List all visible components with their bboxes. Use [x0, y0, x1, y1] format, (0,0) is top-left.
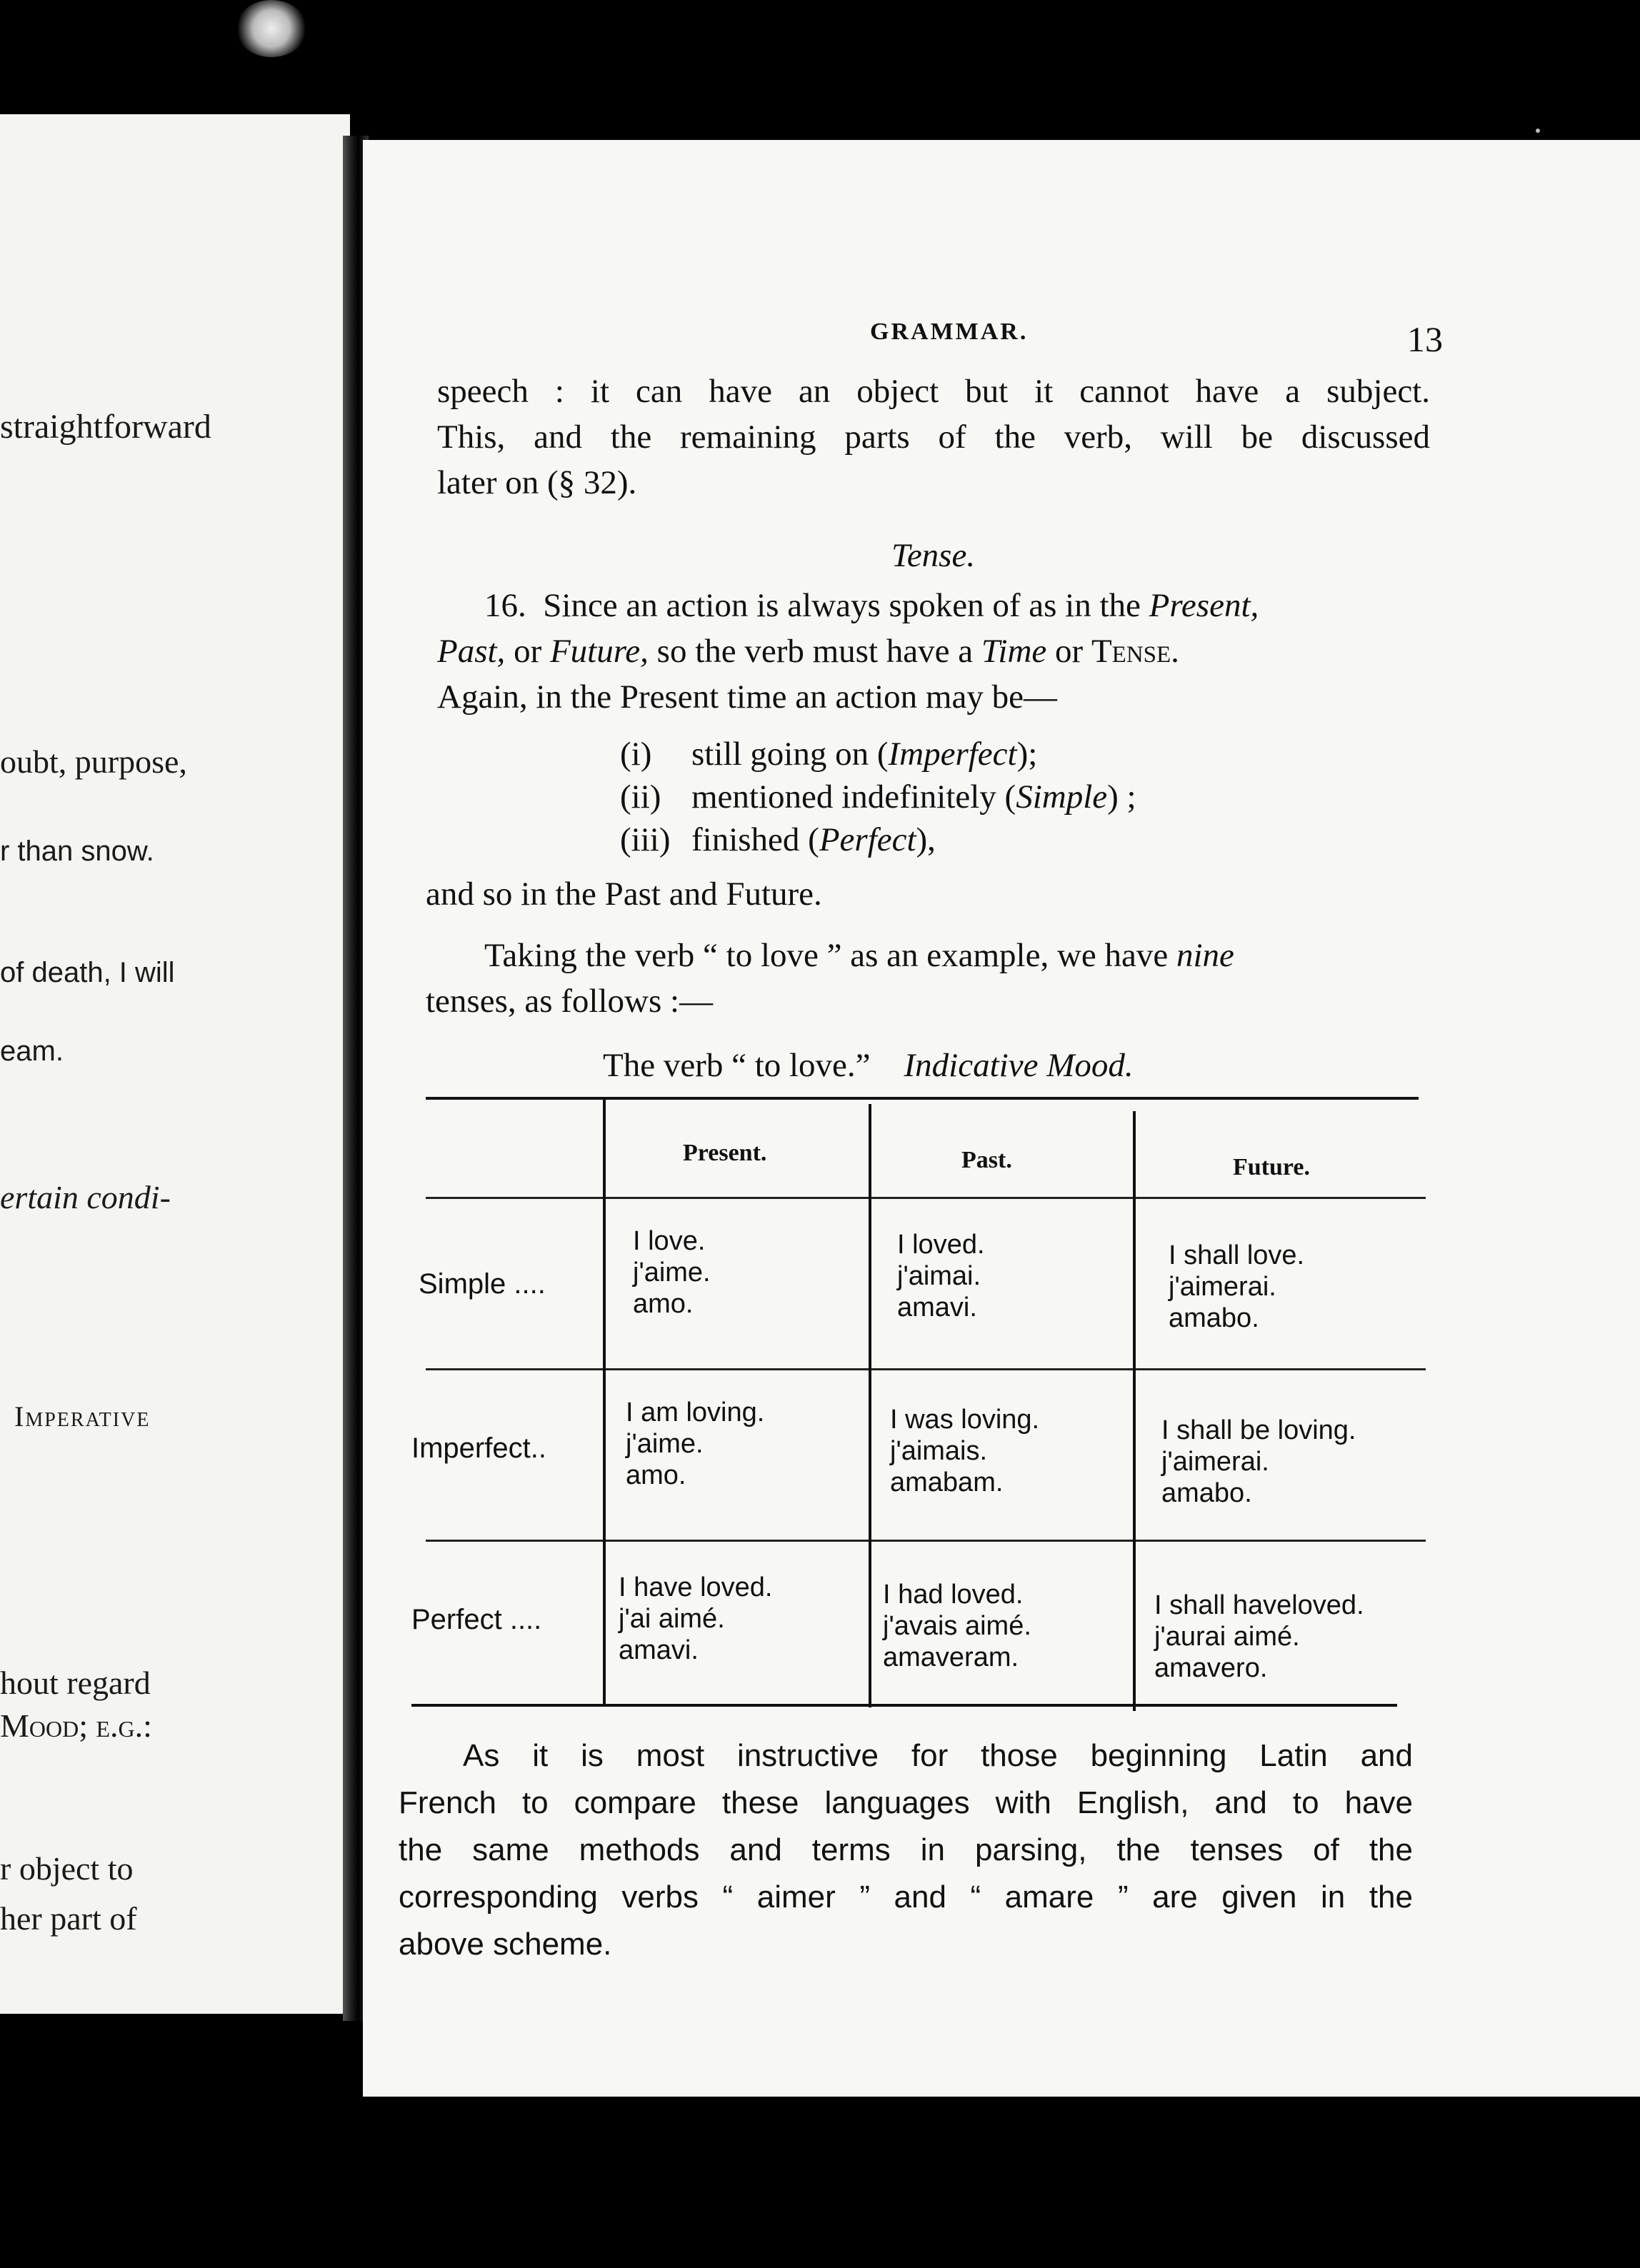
closing-line: French to compare these languages with English, and to have: [399, 1785, 1413, 1820]
example-line: [484, 933, 1234, 978]
list-item: [620, 731, 1037, 777]
table-caption: [603, 1043, 1134, 1088]
list-text: mentioned indefinitely (: [691, 778, 1016, 816]
left-page: [0, 114, 350, 2014]
dust-speck: [1536, 129, 1540, 133]
table-divider: [869, 1104, 871, 1707]
row-header-perfect: Perfect ....: [411, 1604, 542, 1635]
table-rule: [426, 1540, 1426, 1542]
ink-blot: [236, 0, 307, 57]
list-number: (i): [620, 736, 652, 773]
table-divider: [1133, 1111, 1136, 1711]
closing-line: As it is most instructive for those beginning Latin and: [463, 1738, 1413, 1773]
right-page: [363, 140, 1640, 2097]
column-header-past: Past.: [961, 1147, 1012, 1173]
table-cell: I shall haveloved. j'aurai aimé. amavero.: [1154, 1590, 1364, 1683]
paragraph-text: or: [1046, 633, 1091, 670]
conjugation-table: [411, 1097, 1426, 1725]
closing-line: corresponding verbs “ aimer ” and “ amare ” are given in the: [399, 1880, 1413, 1915]
left-fragment: hout regard: [0, 1665, 151, 1701]
list-term: Imperfect: [888, 736, 1017, 773]
left-fragment: Imperative: [14, 1400, 151, 1432]
table-cell: I have loved. j'ai aimé. amavi.: [619, 1572, 773, 1665]
opening-line: speech : it can have an object but it cannot have a subject.: [437, 373, 1430, 410]
left-fragment: ertain condi-: [0, 1179, 171, 1215]
list-term: Simple: [1016, 778, 1108, 816]
opening-line: This, and the remaining parts of the verb, will be discussed: [437, 418, 1430, 456]
paragraph-term: Future,: [549, 633, 649, 670]
closing-line: above scheme.: [399, 1927, 612, 1962]
list-text: finished (: [691, 821, 819, 858]
list-item: [620, 817, 936, 863]
paragraph-text: or: [505, 633, 550, 670]
section-heading: Tense.: [891, 537, 976, 574]
paragraph-term: Present,: [1149, 587, 1259, 624]
left-fragment: r than snow.: [0, 836, 154, 867]
table-cell: I had loved. j'avais aimé. amaveram.: [883, 1580, 1031, 1672]
list-item: [620, 774, 1136, 820]
paragraph-16-line: Again, in the Present time an action may be—: [437, 678, 1057, 716]
table-cell: I was loving. j'aimais. amabam.: [890, 1405, 1040, 1497]
running-head: GRAMMAR.: [870, 318, 1029, 345]
table-divider: [603, 1097, 606, 1704]
row-header-simple: Simple ....: [419, 1268, 546, 1300]
list-text: still going on (: [691, 736, 889, 773]
list-number: (ii): [620, 778, 661, 816]
example-text: Taking the verb “ to love ” as an example, we have: [484, 937, 1176, 974]
paragraph-text: Since an action is always spoken of as in the: [543, 587, 1149, 624]
left-fragment: oubt, purpose,: [0, 743, 187, 780]
list-text: ),: [916, 821, 936, 858]
example-line: tenses, as follows :—: [426, 983, 714, 1020]
paragraph-text: so the verb must have a: [648, 633, 981, 670]
caption-text: The verb “ to love.”: [603, 1047, 871, 1084]
list-text: ) ;: [1107, 778, 1136, 816]
paragraph-term: Time: [981, 633, 1047, 670]
table-cell: I loved. j'aimai. amavi.: [897, 1230, 985, 1323]
list-number: (iii): [620, 821, 671, 858]
left-fragment: straightforward: [0, 408, 211, 446]
left-fragment: Mood; e.g.:: [0, 1707, 152, 1744]
column-header-future: Future.: [1233, 1154, 1310, 1180]
opening-line: later on (§ 32).: [437, 464, 637, 501]
list-term: Perfect: [819, 821, 916, 858]
table-rule: [426, 1368, 1426, 1370]
after-list-text: and so in the Past and Future.: [426, 875, 822, 913]
page-number: 13: [1407, 319, 1443, 359]
table-cell: I shall love. j'aimerai. amabo.: [1169, 1240, 1305, 1333]
table-rule: [411, 1704, 1397, 1707]
table-cell: I shall be loving. j'aimerai. amabo.: [1161, 1415, 1356, 1508]
left-fragment: eam.: [0, 1035, 64, 1067]
paragraph-term: Tense.: [1091, 633, 1179, 670]
paragraph-16-line: [437, 628, 1179, 674]
paragraph-number: 16.: [484, 587, 526, 624]
paragraph-16-line: [484, 583, 1259, 628]
left-fragment: r object to: [0, 1850, 134, 1887]
closing-line: the same methods and terms in parsing, the tenses of the: [399, 1832, 1413, 1867]
paragraph-term: Past,: [437, 633, 506, 670]
left-fragment: her part of: [0, 1900, 137, 1937]
table-rule: [426, 1197, 1426, 1199]
column-header-present: Present.: [683, 1140, 767, 1166]
table-cell: I am loving. j'aime. amo.: [626, 1398, 765, 1490]
left-fragment: of death, I will: [0, 957, 175, 988]
list-text: );: [1016, 736, 1038, 773]
table-rule: [426, 1097, 1419, 1100]
example-term: nine: [1176, 937, 1234, 974]
table-cell: I love. j'aime. amo.: [633, 1226, 711, 1319]
closing-paragraph: [399, 1732, 1413, 1968]
caption-mood: Indicative Mood.: [904, 1047, 1134, 1084]
row-header-imperfect: Imperfect..: [411, 1432, 546, 1464]
